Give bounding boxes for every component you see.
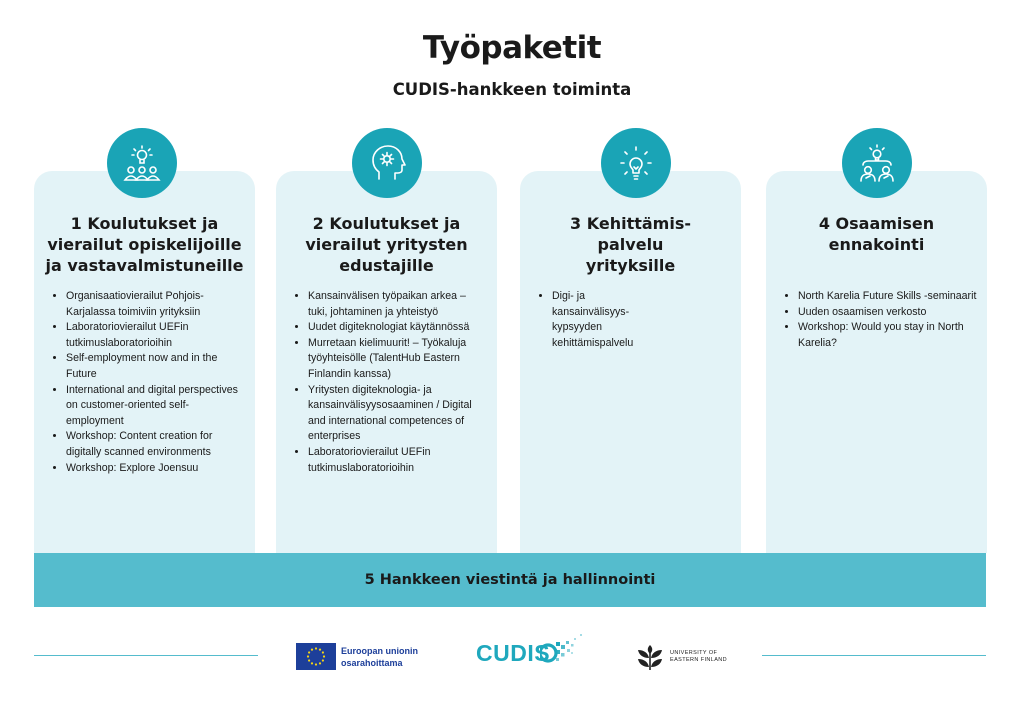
list-item: • Uudet digiteknologiat käytännössä [308,320,487,336]
card-title: 2 Koulutukset ja vierailut yritysten edustajille [305,214,468,275]
eu-stars-icon [296,643,336,670]
uef-logo-text [670,650,727,664]
lightbulb-icon [601,128,671,198]
card-list [782,289,977,351]
list-item: • Murretaan kielimuurit! – Työkaluja työyhteisölle (TalentHub Eastern Finlandin kanssa) [308,336,487,383]
cudis-dots-icon [540,632,586,672]
footer-divider-right [762,655,986,656]
list-item: • Workshop: Explore Joensuu [66,461,245,477]
list-item: • Organisaatiovierailut Pohjois-Karjalassa toimiviin yrityksiin [66,289,245,320]
discussion-icon [842,128,912,198]
list-item: • Self-employment now and in the Future [66,351,245,382]
page-title: Työpaketit [422,30,602,66]
list-item: • Kansainvälisen työpaikan arkea – tuki, johtaminen ja yhteistyö [308,289,487,320]
card-title: 1 Koulutukset ja vierailut opiskelijoille ja vastavalmistuneille [45,214,244,275]
card-list [292,289,487,476]
page-subtitle: CUDIS-hankkeen toiminta [392,80,632,99]
eu-text-line-2: osarahoittama [341,658,403,668]
list-item: • Workshop: Content creation for digitally scanned environments [66,429,245,460]
eu-flag-logo [296,643,336,670]
eu-funding-text [341,645,418,669]
list-item: • Laboratoriovierailut UEFin tutkimuslaboratorioihin [308,445,487,476]
work-package-card-2 [276,171,497,553]
list-item: • Uuden osaamisen verkosto [798,305,977,321]
uef-leaf-icon [636,643,664,671]
list-item: • Digi- ja kansainvälisyys-kypsyyden kehittämispalvelu [552,289,731,351]
work-package-card-1 [34,171,255,553]
list-item: • Laboratoriovierailut UEFin tutkimuslaboratorioihin [66,320,245,351]
eu-text-line-1: Euroopan unionin [341,646,418,656]
cudis-logo: CUDIS [476,640,551,666]
work-package-card-3 [520,171,741,553]
list-item: • Yritysten digiteknologia- ja kansainvälisyysosaaminen / Digital and international competences of enterprises [308,383,487,445]
footer-divider-left [34,655,258,656]
list-item: • International and digital perspectives on customer-oriented self-employment [66,383,245,430]
list-item: • Workshop: Would you stay in North Karelia? [798,320,977,351]
card-title: 4 Osaamisen ennakointi [818,214,935,254]
card-title: 3 Kehittämis-palvelu yrityksille [570,214,691,275]
card-list [536,289,731,351]
uef-text-line-2: EASTERN FINLAND [670,657,728,663]
head-gear-icon [352,128,422,198]
people-idea-icon [107,128,177,198]
uef-text-line-1: UNIVERSITY OF [670,650,718,656]
work-package-card-4 [766,171,987,553]
card-list [50,289,245,476]
work-package-5-band: 5 Hankkeen viestintä ja hallinnointi [34,553,986,607]
list-item: • North Karelia Future Skills -seminaarit [798,289,977,305]
